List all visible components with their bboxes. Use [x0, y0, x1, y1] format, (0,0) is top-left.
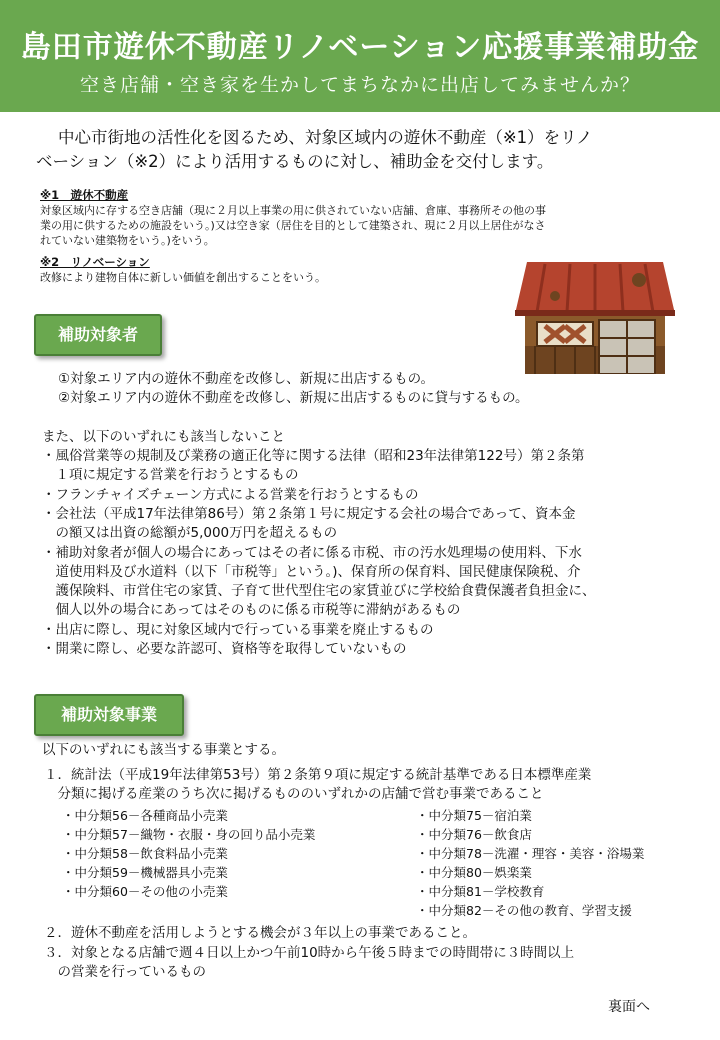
category-item: ・中分類80－娯楽業	[416, 865, 532, 880]
project-item-2: ２．遊休不動産を活用しようとする機会が３年以上の事業であること。	[44, 925, 476, 941]
roof-hole	[632, 273, 646, 287]
category-item: ・中分類58－飲食料品小売業	[62, 846, 228, 861]
note-line: 対象区域内に存する空き店舗（現に２月以上事業の用に供されていない店舗、倉庫、事務所その他の事	[40, 204, 546, 217]
exclusion-line: ・フランチャイズチェーン方式による営業を行おうとするもの	[42, 487, 419, 503]
exclusion-line: 道使用料及び水道料（以下「市税等」という。)、保育所の保育料、国民健康保険税、介	[42, 564, 581, 580]
category-item: ・中分類57－織物・衣服・身の回り品小売業	[62, 827, 316, 842]
eligible-item: ②対象エリア内の遊休不動産を改修し、新規に出店するものに貸与するもの。	[58, 390, 529, 406]
note-line: 業の用に供するための施設をいう。)又は空き家（居住を目的として建築され、現に２月以上居住がなさ	[40, 219, 546, 232]
section-heading-eligible-projects: 補助対象事業	[34, 694, 184, 736]
category-item: ・中分類56－各種商品小売業	[62, 808, 228, 823]
exclusion-line: ・開業に際し、必要な許認可、資格等を取得していないもの	[42, 641, 407, 657]
note-line: れていない建築物をいう。)をいう。	[40, 234, 215, 247]
intro-line: ベーション（※2）により活用するものに対し、補助金を交付します。	[36, 152, 554, 171]
intro-line: 中心市街地の活性化を図るため、対象区域内の遊休不動産（※1）をリノ	[58, 128, 593, 147]
exclusion-line: 個人以外の場合にあってはそのものに係る市税等に滞納があるもの	[42, 602, 461, 618]
category-item: ・中分類75－宿泊業	[416, 808, 532, 823]
exclusion-line: ・会社法（平成17年法律第86号）第２条第１号に規定する会社の場合であって、資本金	[42, 506, 576, 522]
projects-intro: 以下のいずれにも該当する事業とする。	[42, 742, 285, 758]
category-item: ・中分類60－その他の小売業	[62, 884, 228, 899]
note-1-text	[40, 203, 690, 248]
category-item: ・中分類81－学校教育	[416, 884, 545, 899]
exclusion-line: ・補助対象者が個人の場合にあってはその者に係る市税、市の汚水処理場の使用料、下水	[42, 545, 582, 561]
project-item-1-line: １．統計法（平成19年法律第53号）第２条第９項に規定する統計基準である日本標準産業	[44, 767, 592, 783]
category-item: ・中分類76－飲食店	[416, 827, 532, 842]
note-line: 改修により建物自体に新しい価値を創出することをいう。	[40, 271, 326, 284]
category-item: ・中分類82－その他の教育、学習支援	[416, 903, 632, 918]
header-banner	[0, 0, 720, 112]
category-item: ・中分類59－機械器具小売業	[62, 865, 228, 880]
exclusion-line: 護保険料、市営住宅の家賃、子育て世代型住宅の家賃並びに学校給食費保護者負担金に、	[42, 583, 596, 599]
vacant-house-illustration	[515, 262, 675, 374]
note-1-heading: ※1 遊休不動産	[40, 188, 129, 202]
exclusion-line: ・風俗営業等の規制及び業務の適正化等に関する法律（昭和23年法律第122号）第２条第	[42, 448, 585, 464]
page-title: 島田市遊休不動産リノベーション応援事業補助金	[20, 30, 700, 65]
exclusion-intro: また、以下のいずれにも該当しないこと	[42, 429, 285, 445]
note-2-heading: ※2 リノベーション	[40, 255, 150, 269]
project-item-3-line: ３．対象となる店舗で週４日以上かつ午前10時から午後５時までの時間帯に３時間以上	[44, 945, 575, 961]
exclusion-line: の額又は出資の総額が5,000万円を超えるもの	[42, 525, 338, 541]
roof-hole	[550, 291, 560, 301]
next-page-note: 裏面へ	[608, 999, 650, 1015]
intro-paragraph	[36, 126, 686, 174]
project-item-1-line: 分類に掲げる産業のうち次に掲げるもののいずれかの店舗で営む事業であること	[44, 786, 544, 802]
page-subtitle: 空き店舗・空き家を生かしてまちなかに出店してみませんか？	[79, 74, 640, 96]
category-item: ・中分類78－洗濯・理容・美容・浴場業	[416, 846, 645, 861]
exclusion-line: ・出店に際し、現に対象区域内で行っている事業を廃止するもの	[42, 622, 434, 638]
section-heading-eligible-persons: 補助対象者	[34, 314, 162, 356]
exclusion-line: １項に規定する営業を行おうとするもの	[42, 467, 299, 483]
project-item-3-line: の営業を行っているもの	[44, 964, 206, 980]
eligible-item: ①対象エリア内の遊休不動産を改修し、新規に出店するもの。	[58, 371, 435, 387]
